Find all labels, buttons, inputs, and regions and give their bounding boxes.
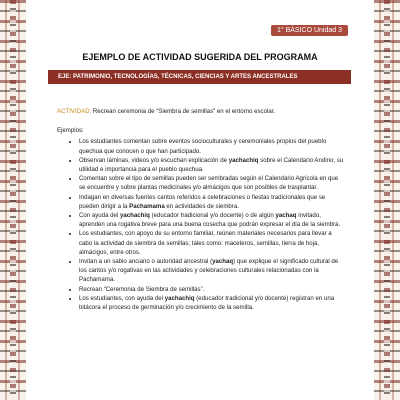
keyword: yachachiq	[228, 156, 259, 164]
examples-intro: Ejemplos:	[57, 127, 84, 135]
activity-text: Recrean ceremonia de “Siembra de semillas” en el entorno escolar.	[91, 108, 276, 115]
page-title: EJEMPLO DE ACTIVIDAD SUGERIDA DEL PROGRAMA	[82, 52, 318, 62]
example-item	[79, 137, 345, 155]
example-item	[79, 211, 345, 229]
item-text: Los estudiantes comentan sobre eventos socioculturales y ceremoniales propios del pueblo quechua que conocen o que han participado.	[79, 138, 327, 155]
activity-statement	[57, 107, 345, 116]
item-text: Comentan sobre el tipo de semillas pueden ser sembradas según el Calendario Agrícola en que se encuentre y sobre plantas medicinales y/o almácigos que son posibles de trasplantar.	[79, 175, 339, 192]
example-item	[79, 257, 345, 285]
example-item	[79, 229, 345, 257]
example-item	[79, 174, 345, 192]
examples-list	[57, 137, 345, 312]
left-decorative-border	[0, 0, 26, 400]
item-text: sobre el Calendario Andino, su utilidad e importancia para el pueblo quechua.	[79, 156, 344, 174]
example-item	[79, 285, 345, 294]
example-item	[79, 193, 345, 211]
item-text: (educador tradicional y/o docente) o de algún	[149, 212, 276, 220]
keyword: yachachiq	[164, 294, 195, 302]
grade-unit-badge: 1° BÁSICO Unidad 3	[271, 25, 348, 36]
item-text: en actividades de siembra.	[164, 202, 239, 210]
keyword: yachaq	[275, 212, 297, 220]
example-item	[79, 294, 345, 312]
item-text: (educador tradicional y/o docente) registran en una bitácora el proceso de germinación y/o crecimiento de la semilla.	[79, 294, 335, 312]
item-text: Los estudiantes, con ayuda del	[79, 294, 165, 302]
item-text: Recrean “Ceremonia de Siembra de semillas”.	[79, 285, 205, 293]
axis-banner: EJE: PATRIMONIO, TECNOLOGÍAS, TÉCNICAS, CIENCIAS Y ARTES ANCESTRALES	[48, 70, 351, 84]
activity-content	[57, 107, 345, 312]
activity-label: ACTIVIDAD:	[57, 108, 92, 115]
example-item	[79, 156, 345, 174]
right-decorative-border	[374, 0, 400, 400]
item-text: Invitan a un sabio anciano o autoridad ancestral (	[79, 258, 213, 266]
item-text: ) que explique el significado cultural de los cantos y/o rogativas en las actividades y celebraciones culturales relacionadas con la Pachamama.	[79, 258, 339, 284]
item-text: Con ayuda del	[79, 212, 120, 220]
keyword: yachaq	[212, 258, 234, 266]
item-text: Observan láminas, videos y/o escuchan explicación de	[79, 156, 229, 164]
keyword: yachachiq	[120, 212, 150, 220]
item-text: invitado, aprenden una rogativa breve para una buena cosecha que podrán expresar el día de la siembra.	[79, 212, 341, 229]
item-text: Indagan en diversas fuentes cantos referidos a celebraciones o fiestas tradicionales que se pueden dirigir a la	[79, 193, 326, 210]
item-text: Los estudiantes, con apoyo de su entorno familiar, reúnen materiales necesarios para llevar a cabo la actividad de siembra de semillas; tales como: maceteros, semillas, tierra de hoja, almácigos, entre otros.	[79, 230, 332, 256]
keyword: Pachamama	[129, 202, 165, 210]
